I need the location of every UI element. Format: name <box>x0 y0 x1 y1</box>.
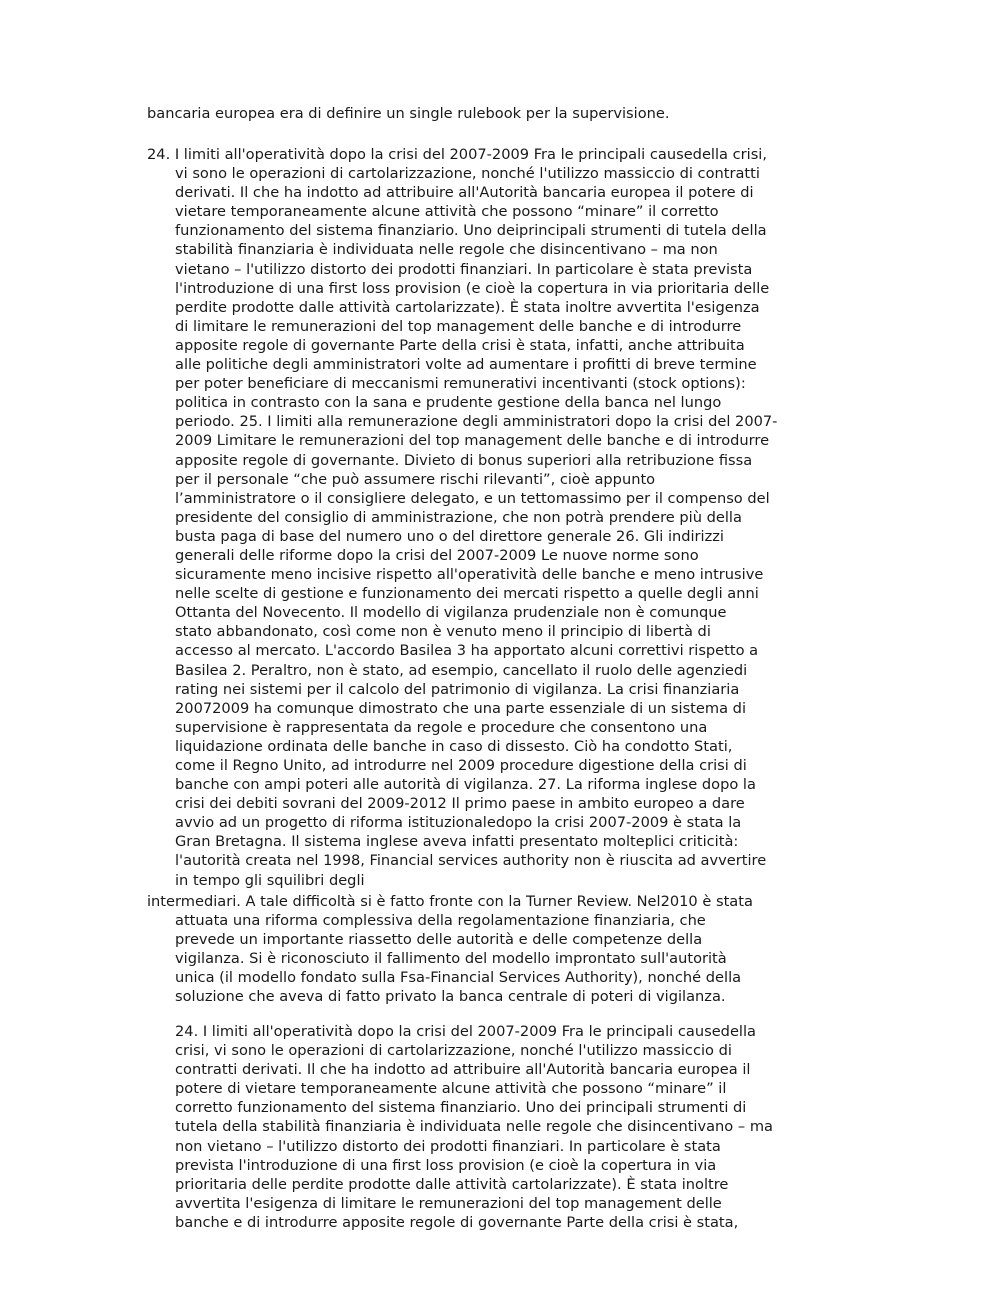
text-line: vietare temporaneamente alcune attività che possono “minare” il corretto <box>175 203 719 221</box>
text-line: l'introduzione di una first loss provision (e cioè la copertura in via prioritaria delle <box>175 279 770 297</box>
text-line: apposite regole di governante Parte della crisi è stata, infatti, anche attribuita <box>175 336 745 354</box>
text-line: potere di vietare temporaneamente alcune attività che possono “minare” il <box>175 1080 727 1098</box>
text-line: vietano – l'utilizzo distorto dei prodotti finanziari. In particolare è stata prevista <box>175 260 753 278</box>
text-line: avvio ad un progetto di riforma istituzionaledopo la crisi 2007-2009 è stata la <box>175 814 742 832</box>
text-line: perdite prodotte dalle attività cartolarizzate). È stata inoltre avvertita l'esigenza <box>175 298 760 316</box>
text-line: rating nei sistemi per il calcolo del patrimonio di vigilanza. La crisi finanziaria <box>175 680 740 698</box>
text-line: non vietano – l'utilizzo distorto dei prodotti finanziari. In particolare è stata <box>175 1137 721 1155</box>
text-line: di limitare le remunerazioni del top management delle banche e di introdurre <box>175 317 742 335</box>
text-line: stato abbandonato, così come non è venuto meno il principio di libertà di <box>175 623 711 641</box>
text-line: periodo. 25. I limiti alla remunerazione degli amministratori dopo la crisi del 2007- <box>175 413 778 431</box>
text-line: avvertita l'esigenza di limitare le remunerazioni del top management delle <box>175 1194 722 1212</box>
text-line: Gran Bretagna. Il sistema inglese aveva infatti presentato molteplici criticità: <box>175 833 739 851</box>
text-line: supervisione è rappresentata da regole e procedure che consentono una <box>175 718 708 736</box>
text-line: vi sono le operazioni di cartolarizzazione, nonché l'utilizzo massiccio di contratti <box>175 165 760 183</box>
text-line: stabilità finanziaria è individuata nelle regole che disincentivano – ma non <box>175 241 718 259</box>
text-line: prevista l'introduzione di una first loss provision (e cioè la copertura in via <box>175 1156 717 1174</box>
text-line: tutela della stabilità finanziaria è individuata nelle regole che disincentivano – ma <box>175 1118 773 1136</box>
text-line: generali delle riforme dopo la crisi del 2007-2009 Le nuove norme sono <box>175 546 699 564</box>
text-line: intermediari. A tale difficoltà si è fatto fronte con la Turner Review. Nel2010 è stata <box>147 893 753 910</box>
text-line: 2009 Limitare le remunerazioni del top management delle banche e di introdurre <box>175 432 770 450</box>
text-line: per il personale “che può assumere rischi rilevanti”, cioè appunto <box>175 470 656 488</box>
text-line: l’amministratore o il consigliere delegato, e un tettomassimo per il compenso del <box>175 489 770 507</box>
continued-paragraph <box>147 892 827 1007</box>
text-line: crisi, vi sono le operazioni di cartolarizzazione, nonché l'utilizzo massiccio di <box>175 1042 732 1060</box>
text-line: corretto funzionamento del sistema finanziario. Uno dei principali strumenti di <box>175 1099 747 1117</box>
text-line: banche con ampi poteri alle autorità di vigilanza. 27. La riforma inglese dopo la <box>175 776 756 794</box>
text-line: unica (il modello fondato sulla Fsa-Financial Services Authority), nonché della <box>175 969 742 987</box>
text-line: soluzione che aveva di fatto privato la banca centrale di poteri di vigilanza. <box>175 988 726 1006</box>
text-line: l'autorità creata nel 1998, Financial services authority non è riuscita ad avvertire <box>175 852 767 870</box>
text-line: presidente del consiglio di amministrazione, che non potrà prendere più della <box>175 508 742 526</box>
text-line: derivati. Il che ha indotto ad attribuire all'Autorità bancaria europea il potere di <box>175 184 754 202</box>
text-line: nelle scelte di gestione e funzionamento dei mercati rispetto a quelle degli anni <box>175 585 759 603</box>
section-24-paragraph <box>147 145 827 890</box>
text-line: banche e di introdurre apposite regole di governante Parte della crisi è stata, <box>175 1213 739 1231</box>
text-line: busta paga di base del numero uno o del direttore generale 26. Gli indirizzi <box>175 527 724 545</box>
text-line: attuata una riforma complessiva della regolamentazione finanziaria, che <box>175 912 706 930</box>
text-line: bancaria europea era di definire un single rulebook per la supervisione. <box>147 105 670 122</box>
text-line: come il Regno Unito, ad introdurre nel 2009 procedure digestione della crisi di <box>175 757 747 774</box>
text-line: 24. I limiti all'operatività dopo la crisi del 2007-2009 Fra le principali causedella crisi, <box>147 146 767 163</box>
text-line: crisi dei debiti sovrani del 2009-2012 Il primo paese in ambito europeo a dare <box>175 795 745 813</box>
text-line: liquidazione ordinata delle banche in caso di dissesto. Ciò ha condotto Stati, <box>175 737 733 755</box>
text-line: per poter beneficiare di meccanismi remunerativi incentivanti (stock options): <box>175 375 746 393</box>
text-line: alle politiche degli amministratori volte ad aumentare i profitti di breve termine <box>175 356 757 374</box>
text-line: prioritaria delle perdite prodotte dalle attività cartolarizzate). È stata inoltre <box>175 1175 729 1193</box>
text-line: prevede un importante riassetto delle autorità e delle competenze della <box>175 931 703 949</box>
text-line: 24. I limiti all'operatività dopo la crisi del 2007-2009 Fra le principali causedella <box>175 1023 756 1040</box>
text-line: politica in contrasto con la sana e prudente gestione della banca nel lungo <box>175 394 722 412</box>
text-line: in tempo gli squilibri degli <box>175 871 365 889</box>
text-line: vigilanza. Si è riconosciuto il fallimento del modello improntato sull'autorità <box>175 950 727 968</box>
text-line: contratti derivati. Il che ha indotto ad attribuire all'Autorità bancaria europea il <box>175 1061 751 1079</box>
repeated-section-24-paragraph <box>147 1022 827 1232</box>
text-line: funzionamento del sistema finanziario. Uno deiprincipali strumenti di tutela della <box>175 222 767 240</box>
text-line: 20072009 ha comunque dimostrato che una parte essenziale di un sistema di <box>175 699 747 717</box>
text-line: sicuramente meno incisive rispetto all'operatività delle banche e meno intrusive <box>175 566 764 584</box>
text-line: Ottanta del Novecento. Il modello di vigilanza prudenziale non è comunque <box>175 604 727 622</box>
text-line: accesso al mercato. L'accordo Basilea 3 ha apportato alcuni correttivi rispetto a <box>175 642 759 660</box>
text-line: apposite regole di governante. Divieto di bonus superiori alla retribuzione fissa <box>175 451 753 469</box>
text-line: Basilea 2. Peraltro, non è stato, ad esempio, cancellato il ruolo delle agenziedi <box>175 661 748 679</box>
intro-paragraph <box>147 104 827 123</box>
